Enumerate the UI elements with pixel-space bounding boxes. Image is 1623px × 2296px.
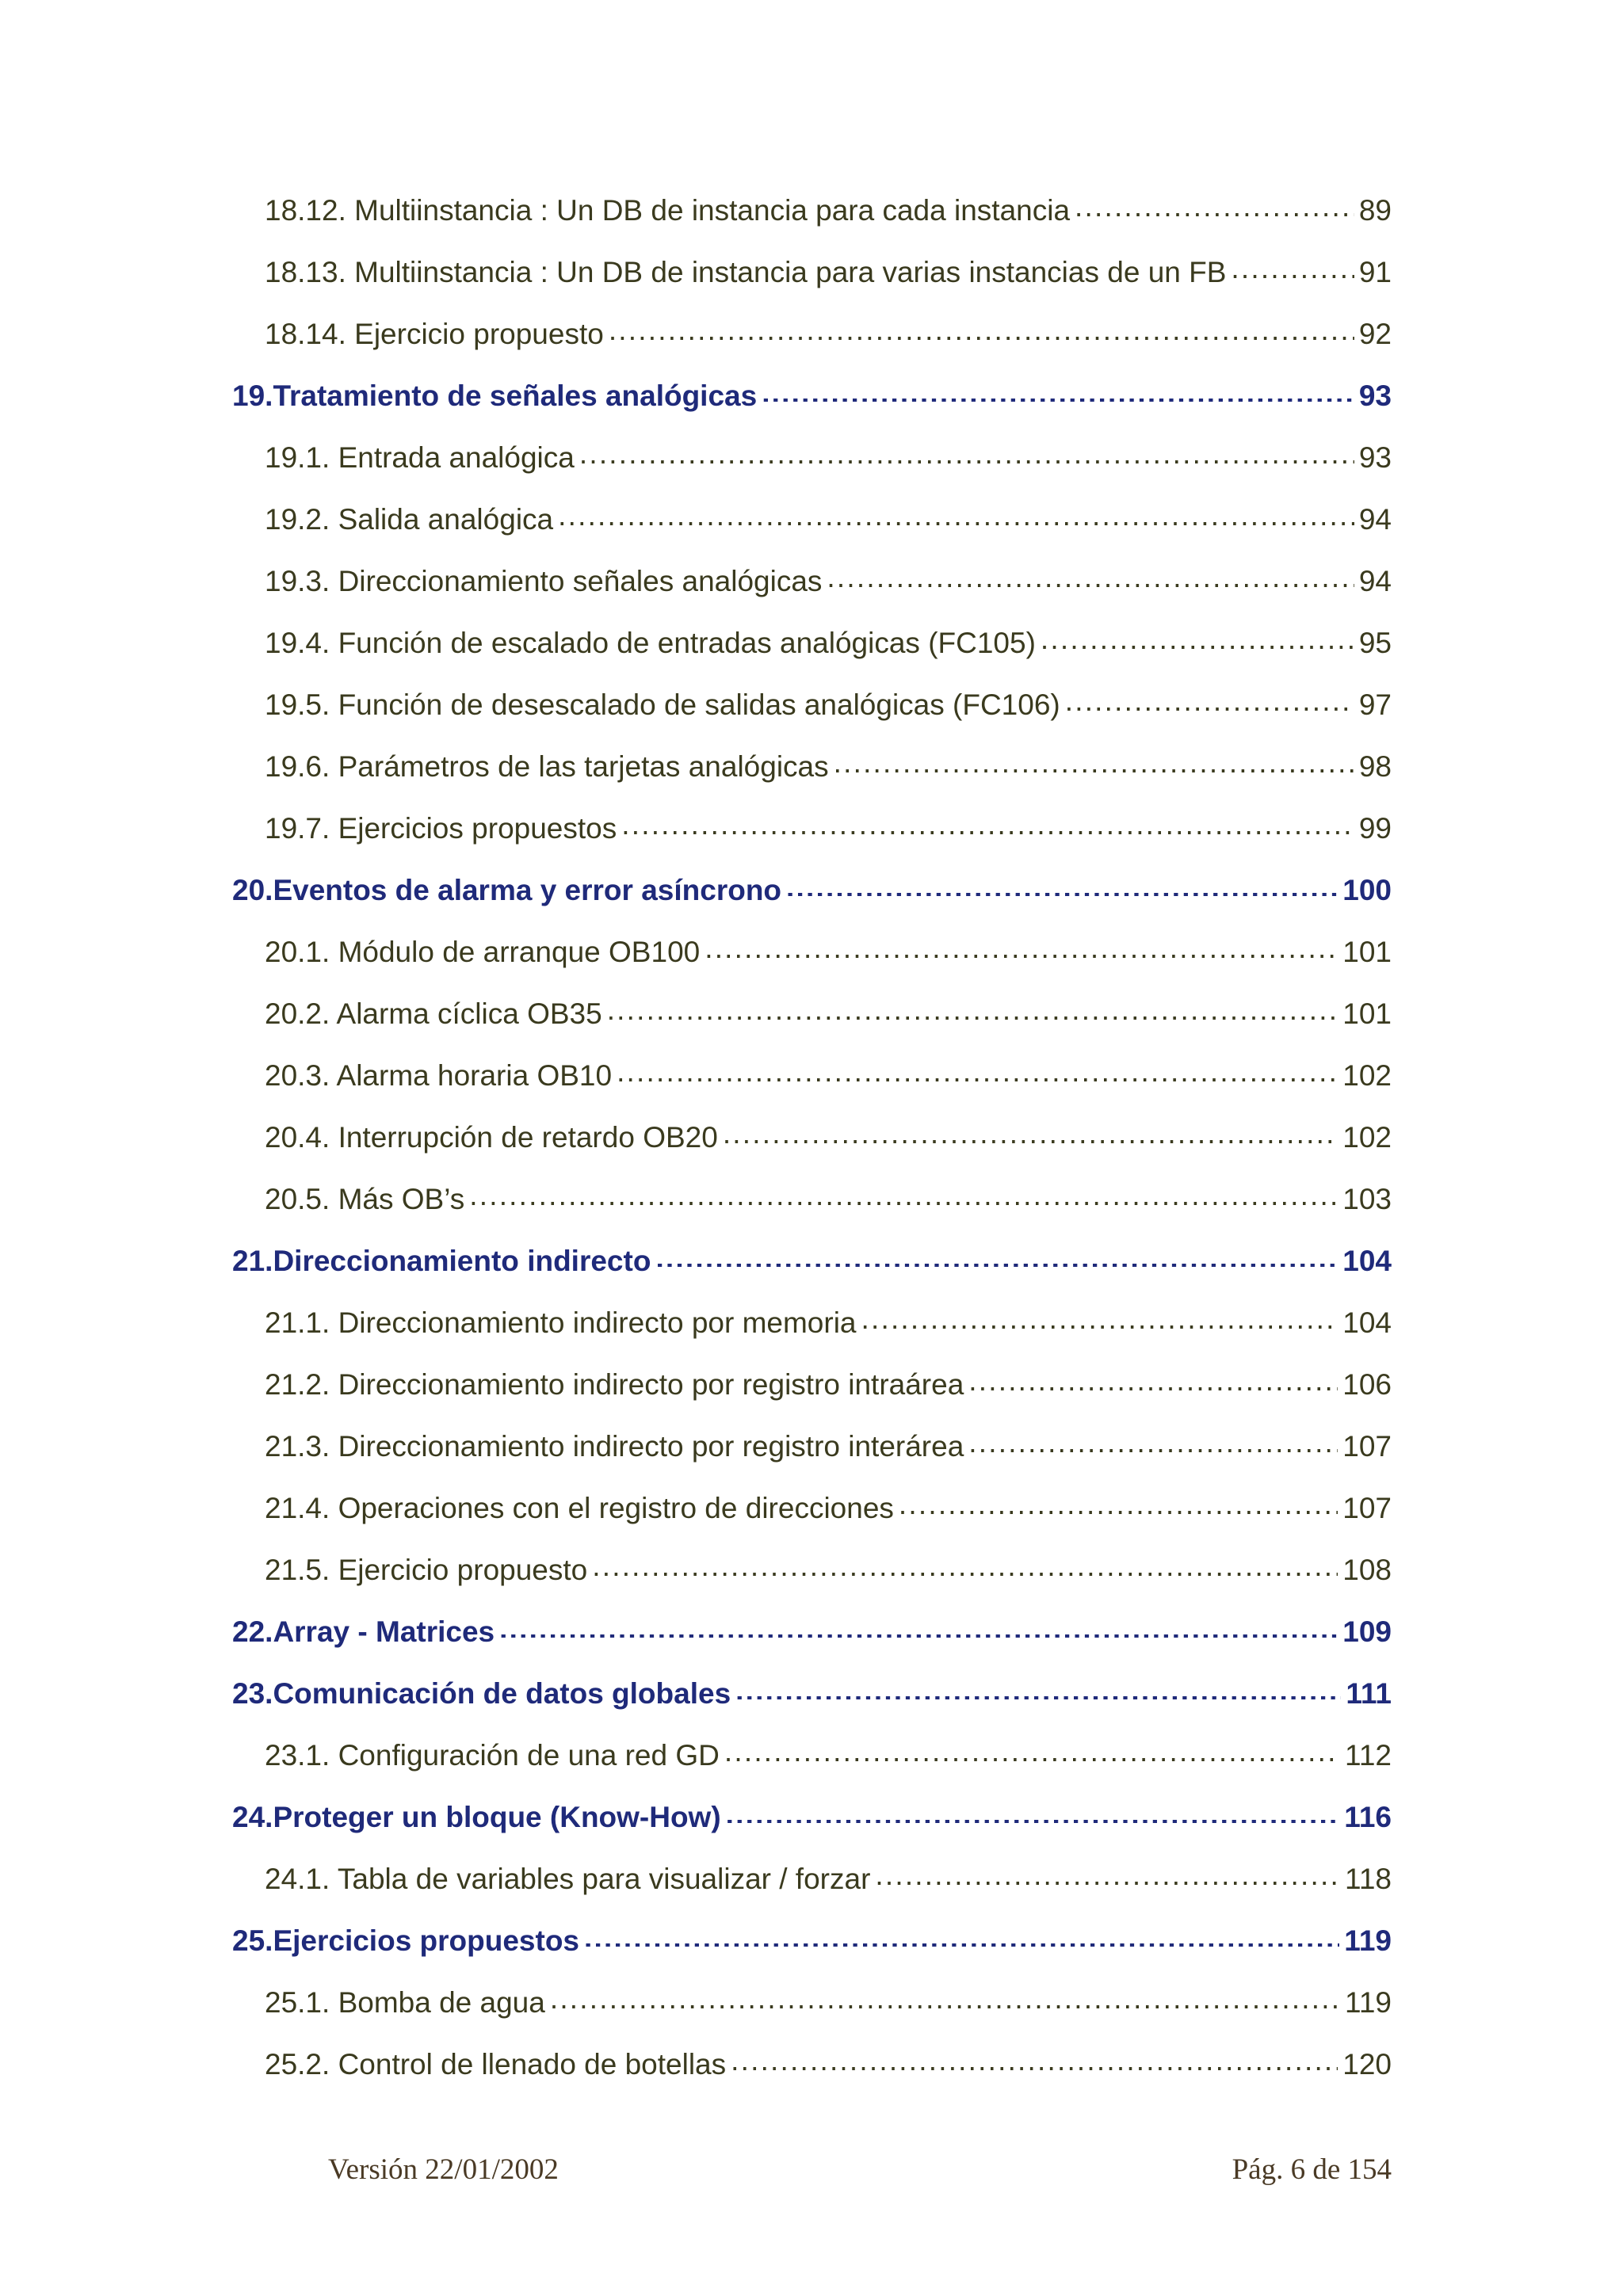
toc-entry-label: 21.5. Ejercicio propuesto	[265, 1554, 588, 1586]
toc-entry-label: 19.3. Direccionamiento señales analógicas	[265, 565, 823, 597]
toc-entry[interactable]	[232, 736, 1392, 798]
toc-entry[interactable]	[232, 921, 1392, 983]
toc-page-number: 89	[1358, 194, 1392, 227]
toc-page-number: 116	[1344, 1801, 1392, 1833]
chapter-number: 23.	[232, 1677, 273, 1710]
table-of-contents	[232, 180, 1392, 2096]
toc-entry-label: 21.1. Direccionamiento indirecto por memoria	[265, 1306, 857, 1339]
dot-leader	[786, 893, 1338, 921]
toc-page-number: 93	[1358, 379, 1392, 412]
chapter-number: 19.	[232, 379, 273, 412]
toc-entry-label: 18.14. Ejercicio propuesto	[265, 318, 604, 350]
toc-page-number: 106	[1342, 1368, 1392, 1401]
toc-chapter-entry[interactable]	[232, 1910, 1392, 1972]
toc-page-number: 100	[1342, 874, 1392, 906]
toc-entry-label: Array - Matrices	[273, 1615, 495, 1648]
toc-entry-label: 19.4. Función de escalado de entradas analógicas (FC105)	[265, 627, 1036, 659]
dot-leader	[499, 1634, 1338, 1663]
toc-page-number: 104	[1342, 1306, 1392, 1339]
toc-entry-label: 25.2. Control de llenado de botellas	[265, 2048, 727, 2081]
toc-page-number: 94	[1358, 503, 1392, 536]
dot-leader	[827, 584, 1354, 612]
toc-chapter-entry[interactable]	[232, 365, 1392, 427]
dot-leader	[1075, 213, 1354, 242]
chapter-number: 21.	[232, 1245, 273, 1277]
toc-page-number: 94	[1358, 565, 1392, 597]
dot-leader	[579, 460, 1354, 489]
dot-leader	[617, 1078, 1338, 1107]
toc-page-number: 104	[1342, 1245, 1392, 1277]
toc-entry-label: Comunicación de datos globales	[273, 1677, 731, 1710]
toc-chapter-entry[interactable]	[232, 1663, 1392, 1725]
dot-leader	[875, 1882, 1340, 1910]
version-label: Versión 22/01/2002	[328, 2153, 559, 2186]
toc-entry[interactable]	[232, 489, 1392, 551]
toc-entry-label: 19.5. Función de desescalado de salidas analógicas (FC106)	[265, 688, 1060, 721]
toc-entry-label: 20.1. Módulo de arranque OB100	[265, 936, 701, 968]
dot-leader	[621, 831, 1354, 860]
dot-leader	[705, 955, 1338, 983]
toc-entry[interactable]	[232, 1416, 1392, 1478]
toc-entry[interactable]	[232, 1478, 1392, 1539]
toc-entry[interactable]	[232, 798, 1392, 860]
toc-entry-label: 24.1. Tabla de variables para visualizar / forzar	[265, 1863, 871, 1895]
toc-page-number: 98	[1358, 750, 1392, 783]
toc-entry[interactable]	[232, 1169, 1392, 1230]
page-counter: Pág. 6 de 154	[1232, 2153, 1392, 2186]
toc-page-number: 111	[1346, 1677, 1392, 1710]
dot-leader	[731, 2067, 1338, 2096]
dot-leader	[735, 1696, 1341, 1725]
toc-page-number: 119	[1345, 1986, 1392, 2019]
toc-page-number: 107	[1342, 1430, 1392, 1463]
dot-leader	[1041, 646, 1354, 674]
dot-leader	[726, 1820, 1340, 1848]
toc-entry[interactable]	[232, 551, 1392, 612]
dot-leader	[861, 1325, 1338, 1354]
toc-page-number: 93	[1358, 441, 1392, 474]
toc-entry-label: 18.12. Multiinstancia : Un DB de instancia para cada instancia	[265, 194, 1071, 227]
toc-entry[interactable]	[232, 983, 1392, 1045]
toc-entry[interactable]	[232, 612, 1392, 674]
toc-entry[interactable]	[232, 1539, 1392, 1601]
toc-entry[interactable]	[232, 180, 1392, 242]
toc-page-number: 107	[1342, 1492, 1392, 1524]
toc-page-number: 92	[1358, 318, 1392, 350]
toc-page-number: 118	[1345, 1863, 1392, 1895]
toc-entry-label: 20.3. Alarma horaria OB10	[265, 1059, 613, 1092]
toc-page-number: 108	[1342, 1554, 1392, 1586]
toc-entry-label: 20.4. Interrupción de retardo OB20	[265, 1121, 718, 1154]
toc-entry-label: 20.5. Más OB’s	[265, 1183, 465, 1215]
toc-entry[interactable]	[232, 674, 1392, 736]
dot-leader	[609, 337, 1354, 365]
toc-page-number: 102	[1342, 1121, 1392, 1154]
toc-entry-label: 21.3. Direccionamiento indirecto por registro interárea	[265, 1430, 964, 1463]
toc-entry-label: 23.1. Configuración de una red GD	[265, 1739, 720, 1772]
toc-entry-label: 25.1. Bomba de agua	[265, 1986, 545, 2019]
toc-page-number: 97	[1358, 688, 1392, 721]
toc-entry-label: 20.2. Alarma cíclica OB35	[265, 997, 602, 1030]
toc-entry-label: Eventos de alarma y error asíncrono	[273, 874, 782, 906]
toc-page-number: 99	[1358, 812, 1392, 845]
toc-entry[interactable]	[232, 303, 1392, 365]
toc-entry-label: Tratamiento de señales analógicas	[273, 379, 758, 412]
dot-leader	[762, 399, 1354, 427]
toc-entry-label: 18.13. Multiinstancia : Un DB de instancia para varias instancias de un FB	[265, 256, 1227, 288]
toc-page-number: 102	[1342, 1059, 1392, 1092]
dot-leader	[899, 1511, 1338, 1539]
dot-leader	[655, 1264, 1338, 1292]
toc-page-number: 120	[1342, 2048, 1392, 2081]
dot-leader	[469, 1202, 1338, 1230]
chapter-number: 25.	[232, 1924, 273, 1957]
dot-leader	[834, 769, 1354, 798]
dot-leader	[724, 1758, 1340, 1787]
toc-page-number: 101	[1342, 936, 1392, 968]
dot-leader	[1065, 707, 1354, 736]
dot-leader	[968, 1449, 1338, 1478]
toc-page-number: 91	[1358, 256, 1392, 288]
toc-entry-label: 19.2. Salida analógica	[265, 503, 554, 536]
dot-leader	[607, 1016, 1338, 1045]
toc-entry-label: 19.1. Entrada analógica	[265, 441, 575, 474]
toc-entry-label: 21.2. Direccionamiento indirecto por registro intraárea	[265, 1368, 964, 1401]
toc-entry[interactable]	[232, 242, 1392, 303]
toc-entry[interactable]	[232, 1107, 1392, 1169]
toc-page-number: 101	[1342, 997, 1392, 1030]
toc-entry[interactable]	[232, 1725, 1392, 1787]
toc-entry-label: 19.6. Parámetros de las tarjetas analógicas	[265, 750, 829, 783]
dot-leader	[968, 1387, 1338, 1416]
toc-entry[interactable]	[232, 427, 1392, 489]
toc-page-number: 119	[1344, 1924, 1392, 1957]
dot-leader	[592, 1573, 1338, 1601]
toc-entry-label: 21.4. Operaciones con el registro de direcciones	[265, 1492, 894, 1524]
toc-chapter-entry[interactable]	[232, 1601, 1392, 1663]
toc-page-number: 95	[1358, 627, 1392, 659]
dot-leader	[558, 522, 1354, 551]
toc-chapter-entry[interactable]	[232, 860, 1392, 921]
dot-leader	[584, 1943, 1339, 1972]
toc-entry[interactable]	[232, 1354, 1392, 1416]
chapter-number: 24.	[232, 1801, 273, 1833]
dot-leader	[1231, 275, 1354, 303]
toc-entry[interactable]	[232, 1848, 1392, 1910]
toc-entry-label: 19.7. Ejercicios propuestos	[265, 812, 617, 845]
toc-entry-label: Direccionamiento indirecto	[273, 1245, 651, 1277]
dot-leader	[550, 2005, 1340, 2034]
toc-chapter-entry[interactable]	[232, 1230, 1392, 1292]
toc-page-number: 109	[1342, 1615, 1392, 1648]
toc-entry[interactable]	[232, 2034, 1392, 2096]
chapter-number: 22.	[232, 1615, 273, 1648]
toc-page-number: 112	[1345, 1739, 1392, 1772]
toc-chapter-entry[interactable]	[232, 1787, 1392, 1848]
toc-entry-label: Proteger un bloque (Know-How)	[273, 1801, 721, 1833]
toc-entry-label: Ejercicios propuestos	[273, 1924, 580, 1957]
toc-entry[interactable]	[232, 1045, 1392, 1107]
chapter-number: 20.	[232, 874, 273, 906]
toc-entry[interactable]	[232, 1972, 1392, 2034]
dot-leader	[723, 1140, 1338, 1169]
toc-page-number: 103	[1342, 1183, 1392, 1215]
toc-entry[interactable]	[232, 1292, 1392, 1354]
